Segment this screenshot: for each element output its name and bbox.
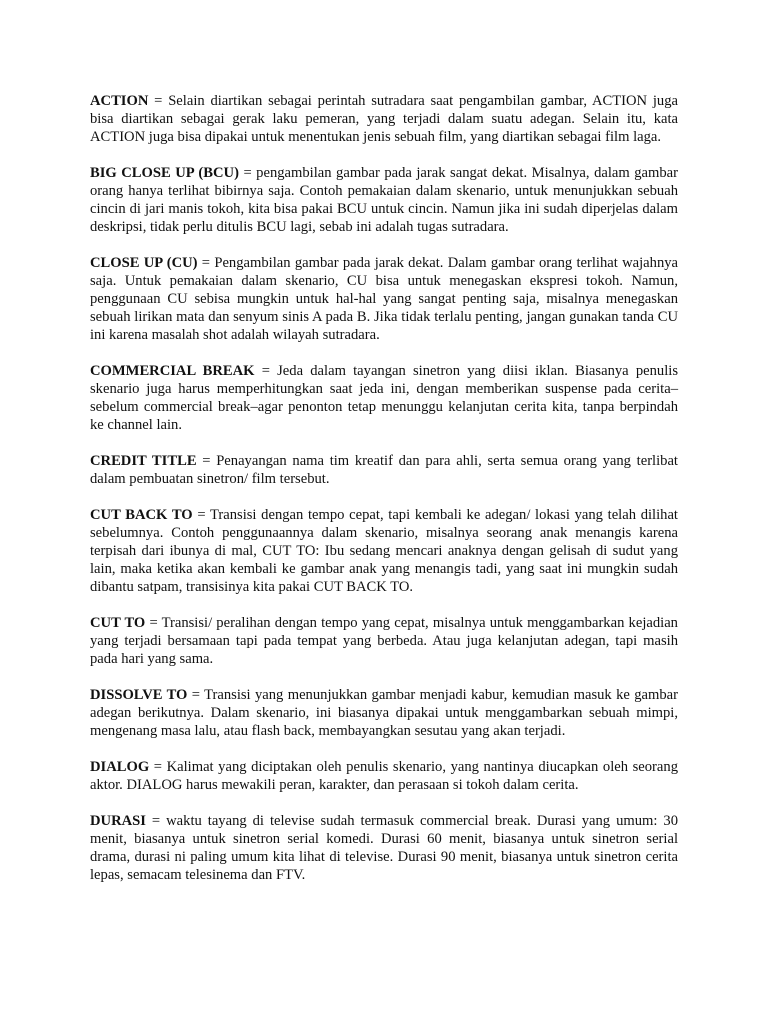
- term-label: ACTION: [90, 93, 149, 109]
- term-definition: = Selain diartikan sebagai perintah sutradara saat pengambilan gambar, ACTION juga bisa diartikan sebagai gerak laku pemeran, yang terjadi dalam suatu adegan. Selain itu, kata ACTION juga bisa dipakai untuk menentukan jenis sebuah film, yang diartikan sebagai film laga.: [90, 93, 678, 145]
- term-definition: = Transisi yang menunjukkan gambar menjadi kabur, kemudian masuk ke gambar adegan berikutnya. Dalam skenario, ini biasanya dipakai untuk menggambarkan sebuah mimpi, mengenang masa lalu, atau flash back, membayangkan sesutau yang akan terjadi.: [90, 687, 678, 739]
- glossary-entry-big-close-up: [90, 164, 678, 236]
- glossary-entry-close-up: [90, 254, 678, 344]
- glossary-entry-dialog: [90, 758, 678, 794]
- glossary-entry-cut-to: [90, 614, 678, 668]
- term-label: BIG CLOSE UP (BCU): [90, 165, 239, 181]
- glossary-entry-commercial-break: [90, 362, 678, 434]
- term-label: DIALOG: [90, 759, 150, 775]
- term-label: CUT TO: [90, 615, 146, 631]
- term-definition: = Transisi/ peralihan dengan tempo yang cepat, misalnya untuk menggambarkan kejadian yang terjadi bersamaan tapi pada tempat yang berbeda. Atau juga kelanjutan adegan, tapi masih pada hari yang sama.: [90, 615, 678, 667]
- term-definition: = Jeda dalam tayangan sinetron yang diisi iklan. Biasanya penulis skenario juga harus memperhitungkan saat jeda ini, dengan memberikan suspense pada cerita–sebelum commercial break–agar penonton tetap menunggu kelanjutan cerita kita, tanpa berpindah ke channel lain.: [90, 363, 678, 433]
- term-label: COMMERCIAL BREAK: [90, 363, 255, 379]
- term-label: CLOSE UP (CU): [90, 255, 198, 271]
- term-definition: = Transisi dengan tempo cepat, tapi kembali ke adegan/ lokasi yang telah dilihat sebelumnya. Contoh penggunaannya dalam skenario, misalnya seorang anak menangis karena terpisah dari ibunya di mal, CUT TO: Ibu sedang mencari anaknya dengan gelisah di sudut yang lain, maka ketika akan kembali ke gambar anak yang menangis tadi, yang saat ini mungkin sudah dibantu satpam, transisinya kita pakai CUT BACK TO.: [90, 507, 678, 595]
- glossary-entry-credit-title: [90, 452, 678, 488]
- term-label: DURASI: [90, 813, 146, 829]
- term-label: CUT BACK TO: [90, 507, 193, 523]
- glossary-entry-cut-back-to: [90, 506, 678, 596]
- term-definition: = waktu tayang di televise sudah termasuk commercial break. Durasi yang umum: 30 menit, biasanya untuk sinetron serial komedi. Durasi 60 menit, biasanya untuk sinetron serial drama, durasi ni paling umum kita lihat di televise. Durasi 90 menit, biasanya untuk sinetron cerita lepas, semacam telesinema dan FTV.: [90, 813, 678, 883]
- term-definition: = Pengambilan gambar pada jarak dekat. Dalam gambar orang terlihat wajahnya saja. Untuk pemakaian dalam skenario, CU bisa untuk menegaskan ekspresi tokoh. Namun, penggunaan CU sebisa mungkin untuk hal-hal yang sangat penting saja, misalnya menegaskan sebuah lirikan mata dan senyum sinis A pada B. Jika tidak terlalu penting, jangan gunakan tanda CU ini karena masalah shot adalah wilayah sutradara.: [90, 255, 679, 343]
- term-definition: = Kalimat yang diciptakan oleh penulis skenario, yang nantinya diucapkan oleh seorang aktor. DIALOG harus mewakili peran, karakter, dan perasaan si tokoh dalam cerita.: [90, 759, 678, 793]
- term-definition: = Penayangan nama tim kreatif dan para ahli, serta semua orang yang terlibat dalam pembuatan sinetron/ film tersebut.: [90, 453, 678, 487]
- glossary-document: [90, 92, 678, 902]
- glossary-entry-dissolve-to: [90, 686, 678, 740]
- term-label: CREDIT TITLE: [90, 453, 197, 469]
- term-label: DISSOLVE TO: [90, 687, 188, 703]
- glossary-entry-action: [90, 92, 678, 146]
- glossary-entry-durasi: [90, 812, 678, 884]
- term-definition: = pengambilan gambar pada jarak sangat dekat. Misalnya, dalam gambar orang hanya terlihat bibirnya saja. Contoh pemakaian dalam skenario, untuk menunjukkan sebuah cincin di jari manis tokoh, kita bisa pakai BCU untuk cincin. Namun jika ini sudah diperjelas dalam deskripsi, tidak perlu ditulis BCU lagi, sebab ini adalah tugas sutradara.: [90, 165, 678, 235]
